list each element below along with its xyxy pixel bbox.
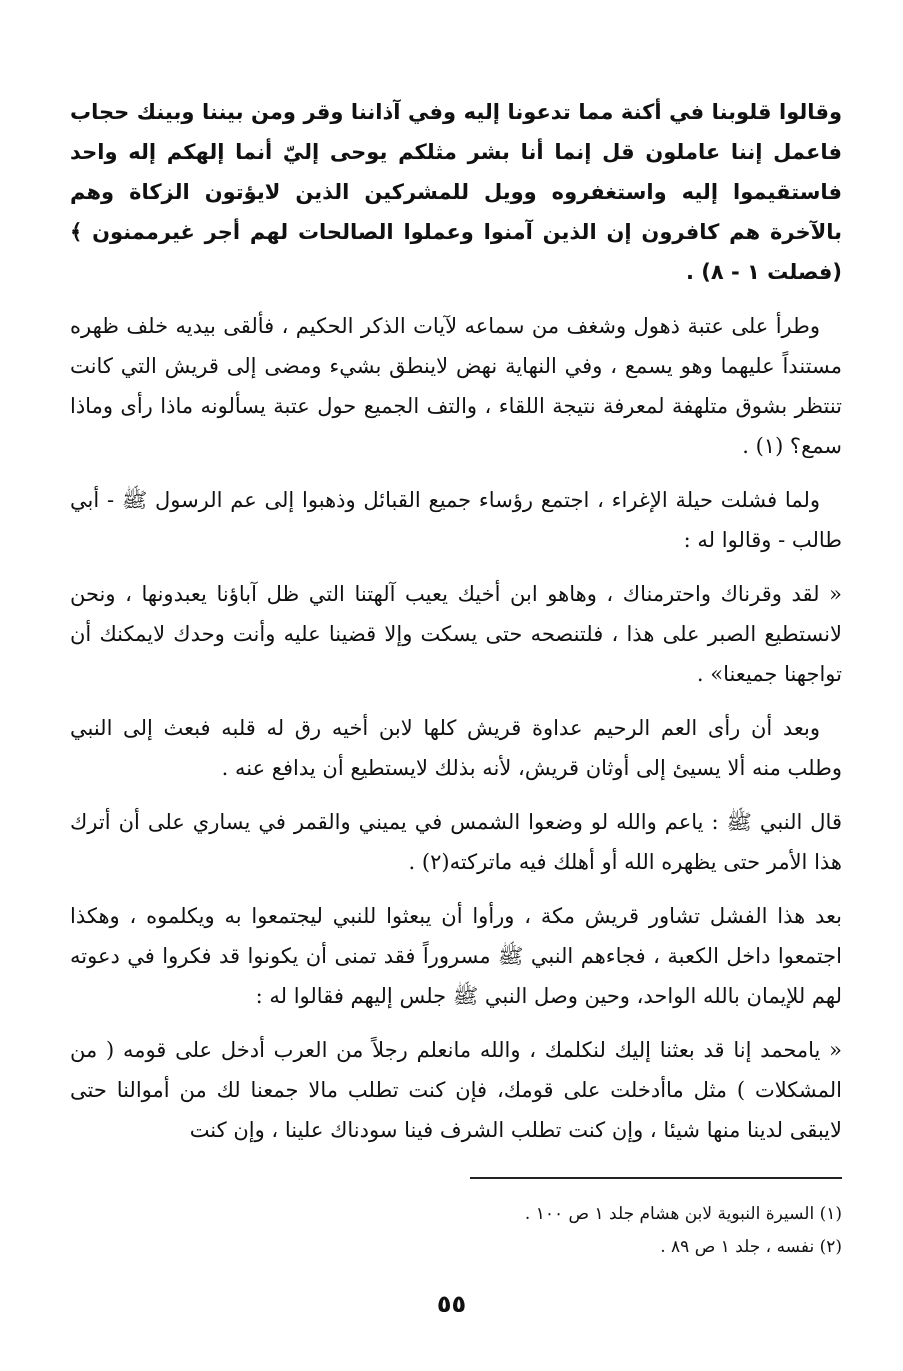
paragraph-chiefs-meeting: ولما فشلت حيلة الإغراء ، اجتمع رؤساء جميع القبائل وذهبوا إلى عم الرسول ﷺ - أبي طالب - وقالوا له : [70,488,842,552]
paragraph-kaaba-meeting: بعد هذا الفشل تشاور قريش مكة ، ورأوا أن يبعثوا للنبي ليجتمعوا به ويكلموه ، وهكذا اجتمعوا داخل الكعبة ، فجاءهم النبي ﷺ مسروراً فقد تمنى أن يكونوا قد فكروا في دعوته لهم للإيمان بالله الواحد، وحين وصل النبي ﷺ جلس إليهم فقالوا له : [70,904,842,1008]
footnote-1: (١) السيرة النبوية لابن هشام جلد ١ ص ١٠٠ . [524,1204,842,1224]
paragraph-quraysh-offer: « يامحمد إنا قد بعثنا إليك لنكلمك ، والله مانعلم رجلاً من العرب أدخل على قومه ( من المشكلات ) مثل ماأدخلت على قومك، فإن كنت تطلب مالا جمعنا لك من أموالنا حتى لايبقى لدينا منها شيئا ، وإن كنت تطلب الشرف فينا سودناك علينا ، وإن كنت [70,1038,842,1142]
paragraph-chiefs-quote: « لقد وقرناك واحترمناك ، وهاهو ابن أخيك يعيب آلهتنا التي ظل آباؤنا يعبدونها ، ونحن لانستطيع الصبر على هذا ، فلتنصحه حتى يسكت وإلا قضينا عليه وأنت وحدك لايمكنك أن تواجهنا جميعنا» . [70,582,842,686]
footnote-2: (٢) نفسه ، جلد ١ ص ٨٩ . [660,1237,842,1257]
paragraph-utba-reaction: وطرأ على عتبة ذهول وشغف من سماعه لآيات الذكر الحكيم ، فألقى بيديه خلف ظهره مستنداً عليهما وهو يسمع ، وفي النهاية نهض لاينطق بشيء ومضى إلى قريش التي كانت تنتظر بشوق متلهفة لمعرفة نتيجة اللقاء ، والتف الجميع حول عتبة يسألونه ماذا رأى وماذا سمع؟ (١) . [70,314,842,458]
page-number: ٥٥ [436,1290,467,1318]
footnotes [242,1198,842,1264]
paragraph-prophet-reply: قال النبي ﷺ : ياعم والله لو وضعوا الشمس في يميني والقمر في يساري على أن أترك هذا الأمر حتى يظهره الله أو أهلك فيه ماتركته(٢) . [70,810,842,874]
footnote-divider [470,1177,842,1179]
paragraph-uncle-request: وبعد أن رأى العم الرحيم عداوة قريش كلها لابن أخيه رق له قلبه فبعث إلى النبي وطلب منه ألا يسيئ إلى أوثان قريش، لأنه بذلك لايستطيع أن يدافع عنه . [70,716,842,780]
page-body [70,92,842,1164]
quran-passage: وقالوا قلوبنا في أكنة مما تدعونا إليه وفي آذاننا وقر ومن بيننا وبينك حجاب فاعمل إننا عاملون قل إنما أنا بشر مثلكم يوحى إليّ أنما إلهكم إله واحد فاستقيموا إليه واستغفروه وويل للمشركين الذين لايؤتون الزكاة وهم بالآخرة هم كافرون إن الذين آمنوا وعملوا الصالحات لهم أجر غيرممنون ﴾ (فصلت ١ - ٨) . [70,100,842,284]
